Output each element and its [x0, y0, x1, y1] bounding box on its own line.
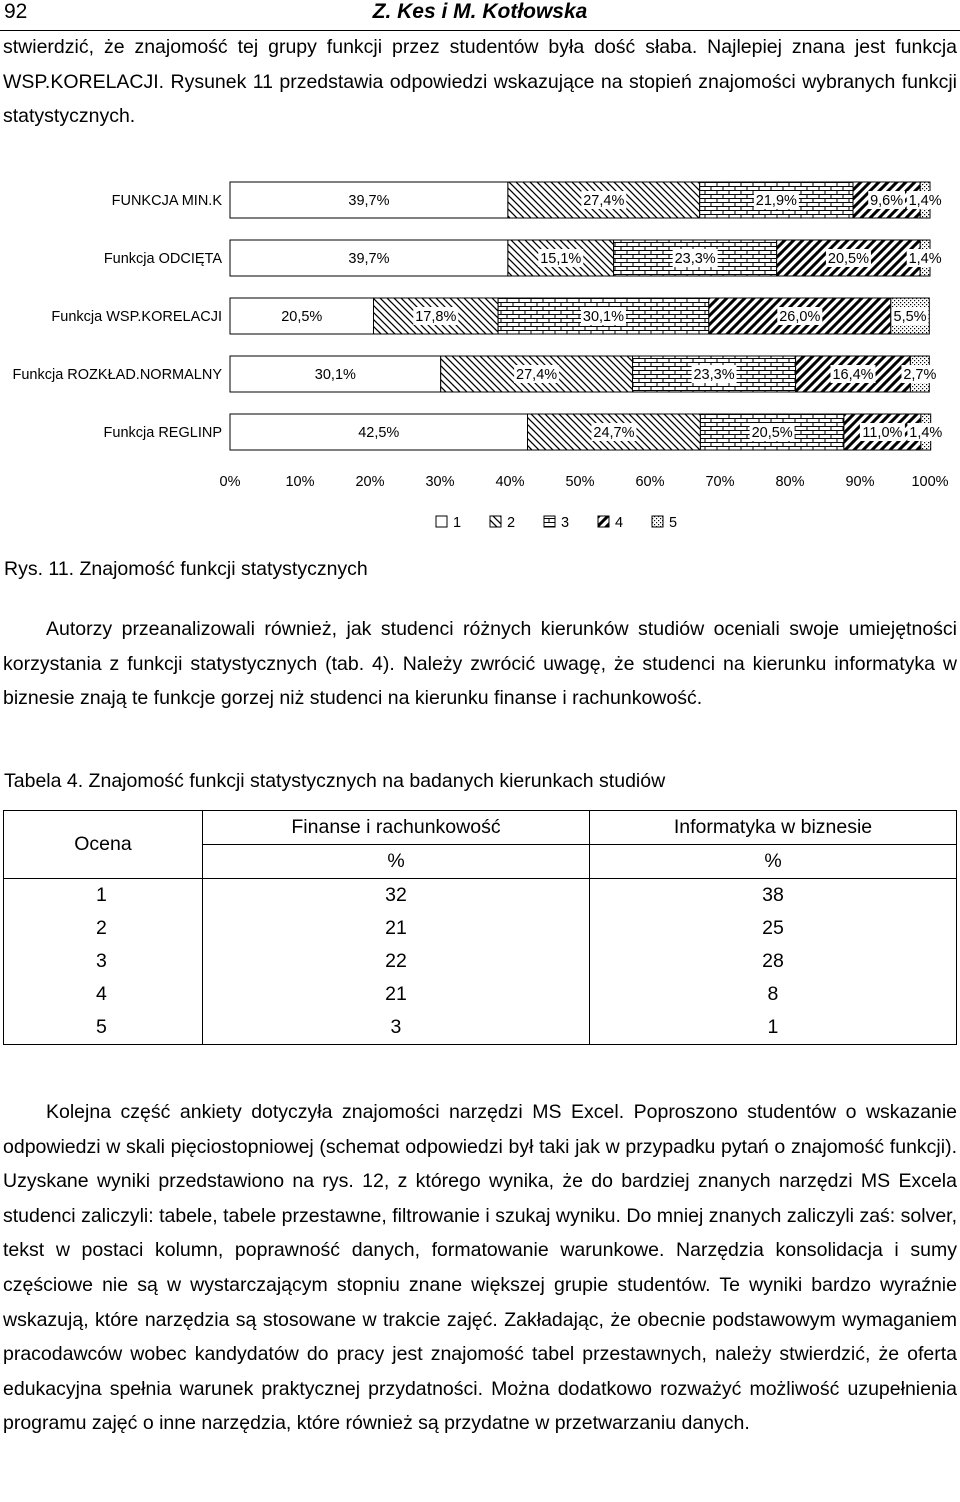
- x-tick-label: 70%: [705, 474, 735, 490]
- unit-finanse: %: [203, 845, 590, 879]
- legend-swatch: [652, 516, 663, 527]
- unit-informatyka: %: [589, 845, 956, 879]
- data-label: 23,3%: [693, 367, 735, 383]
- data-label: 1,4%: [909, 425, 943, 441]
- page-header: [0, 0, 960, 26]
- category-label: Funkcja ODCIĘTA: [103, 251, 222, 267]
- legend-label: 3: [561, 515, 570, 531]
- legend-label: 2: [507, 515, 516, 531]
- x-axis-ticks: [220, 474, 949, 490]
- data-label: 16,4%: [832, 367, 874, 383]
- chart-legend: [436, 515, 677, 531]
- data-label: 20,5%: [751, 425, 793, 441]
- cell-ocena: 3: [4, 945, 203, 978]
- paragraph-3: Kolejna część ankiety dotyczyła znajomości narzędzi MS Excel. Poproszono studentów o wskazanie odpowiedzi w skali pięciostopniowej (schemat odpowiedzi był taki jak w przypadku pytań o znajomość funkcji). Uzyskane wyniki przedstawiono na rys. 12, z którego wynika, że do bardziej znanych narzędzi MS Excela studenci zaliczyli: tabele, tabele przestawne, filtrowanie i szukaj wyniku. Do mniej znanych zaliczyli zaś: solver, tekst w postaci kolumn, poprawność danych, formatowanie warunkowe. Narzędzia konsolidacja i sumy częściowe nie są w wystarczającym stopniu znane większej grupie studentów. Te wyniki bardzo wyraźnie wskazują, które narzędzia są stosowane w trakcie zajęć. Zakładając, że obecnie podstawowym wymaganiem pracodawców wobec kandydatów do pracy jest znajomość tabel przestawnych, należy stwierdzić, że oferta edukacyjna spełnia warunek praktycznej przydatności. Można dodatkowo rozważyć możliwość uzupełnienia programu zajęć o inne narzędzia, które również są przydatne w przetwarzaniu danych.: [3, 1101, 957, 1435]
- data-label: 9,6%: [870, 193, 904, 209]
- cell-informatyka: 28: [589, 945, 956, 978]
- cell-finanse: 3: [203, 1011, 590, 1045]
- legend-label: 4: [615, 515, 624, 531]
- x-tick-label: 80%: [775, 474, 805, 490]
- x-tick-label: 50%: [565, 474, 595, 490]
- cell-informatyka: 25: [589, 912, 956, 945]
- x-tick-label: 90%: [845, 474, 875, 490]
- table-row: [4, 945, 957, 978]
- data-label: 5,5%: [893, 309, 927, 325]
- data-label: 23,3%: [674, 251, 716, 267]
- stacked-bar-chart: [0, 170, 960, 542]
- data-label: 1,4%: [908, 193, 942, 209]
- x-tick-label: 20%: [355, 474, 385, 490]
- header-ocena: Ocena: [4, 811, 203, 879]
- x-tick-label: 60%: [635, 474, 665, 490]
- legend-label: 5: [669, 515, 678, 531]
- data-label: 1,4%: [908, 251, 942, 267]
- cell-informatyka: 1: [589, 1011, 956, 1045]
- chart-bars: [230, 182, 944, 450]
- data-label: 11,0%: [862, 425, 903, 441]
- data-label: 26,0%: [779, 309, 821, 325]
- running-head: Z. Kes i M. Kotłowska: [372, 0, 588, 23]
- cell-ocena: 4: [4, 978, 203, 1011]
- legend-swatch: [598, 516, 609, 527]
- figure-caption: Rys. 11. Znajomość funkcji statystycznych: [4, 558, 368, 580]
- cell-ocena: 2: [4, 912, 203, 945]
- legend-swatch: [544, 516, 555, 527]
- category-labels: [13, 193, 223, 441]
- data-label: 20,5%: [827, 251, 870, 267]
- header-finanse: Finanse i rachunkowość: [203, 811, 590, 845]
- x-tick-label: 30%: [425, 474, 455, 490]
- page-number: 92: [4, 0, 28, 23]
- intro-paragraph: stwierdzić, że znajomość tej grupy funkcji przez studentów była dość słaba. Najlepiej znana jest funkcja WSP.KORELACJI. Rysunek 11 przedstawia odpowiedzi wskazujące na stopień znajomości wybranych funkcji statystycznych.: [3, 36, 957, 128]
- x-tick-label: 100%: [911, 474, 949, 490]
- data-label: 30,1%: [582, 309, 625, 325]
- data-label: 2,7%: [903, 367, 937, 383]
- data-label: 24,7%: [593, 425, 635, 441]
- table-row: [4, 912, 957, 945]
- data-label: 15,1%: [540, 251, 582, 267]
- paragraph-2: Autorzy przeanalizowali również, jak studenci różnych kierunków studiów oceniali swoje umiejętności korzystania z funkcji statystycznych (tab. 4). Należy zwrócić uwagę, że studenci na kierunku informatyka w biznesie znają te funkcje gorzej niż studenci na kierunku finanse i rachunkowość.: [3, 618, 957, 710]
- data-label: 27,4%: [516, 367, 558, 383]
- cell-ocena: 5: [4, 1011, 203, 1045]
- cell-finanse: 32: [203, 879, 590, 913]
- data-label: 20,5%: [281, 309, 323, 325]
- data-label: 39,7%: [348, 193, 390, 209]
- data-label: 39,7%: [348, 251, 390, 267]
- cell-informatyka: 38: [589, 879, 956, 913]
- category-label: Funkcja ROZKŁAD.NORMALNY: [12, 367, 222, 383]
- cell-finanse: 21: [203, 978, 590, 1011]
- table-row: [4, 1011, 957, 1045]
- legend-label: 1: [453, 515, 462, 531]
- data-table: [3, 810, 957, 1045]
- data-label: 42,5%: [358, 425, 400, 441]
- table-row: [4, 879, 957, 913]
- data-label: 17,8%: [415, 309, 457, 325]
- category-label: Funkcja REGLINP: [103, 425, 222, 441]
- table-row: [4, 978, 957, 1011]
- x-tick-label: 40%: [495, 474, 525, 490]
- table-caption: Tabela 4. Znajomość funkcji statystycznych na badanych kierunkach studiów: [4, 770, 666, 792]
- cell-ocena: 1: [4, 879, 203, 913]
- category-label: FUNKCJA MIN.K: [111, 193, 222, 209]
- data-label: 27,4%: [583, 193, 625, 209]
- cell-finanse: 22: [203, 945, 590, 978]
- legend-swatch: [490, 516, 501, 527]
- data-label: 21,9%: [755, 193, 797, 209]
- cell-informatyka: 8: [589, 978, 956, 1011]
- x-tick-label: 0%: [219, 474, 241, 490]
- cell-finanse: 21: [203, 912, 590, 945]
- legend-swatch: [436, 516, 447, 527]
- category-label: Funkcja WSP.KORELACJI: [51, 309, 222, 325]
- x-tick-label: 10%: [285, 474, 315, 490]
- header-informatyka: Informatyka w biznesie: [589, 811, 956, 845]
- data-label: 30,1%: [314, 367, 356, 383]
